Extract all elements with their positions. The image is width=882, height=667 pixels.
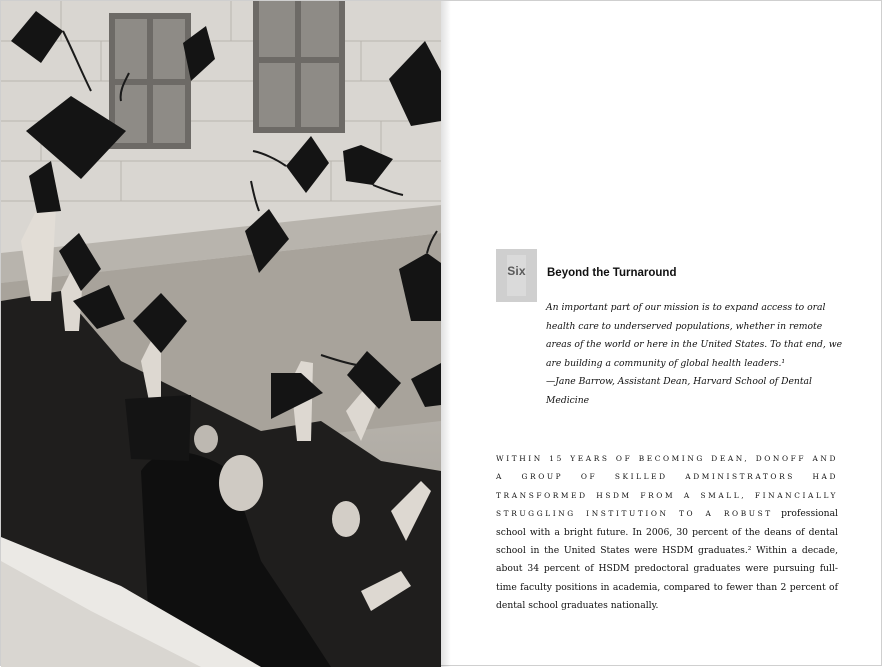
body-text: professional school with a bright future. In 2006, 30 percent of the deans of dental school in the United States were HSDM graduates.² Within a decade, about 34 percent of HSDM predoctoral graduates were pursuing full-time faculty positions in academia, compared to fewer than 2 percent of dental school graduates nationally. bbox=[496, 508, 838, 612]
page-gutter-shadow bbox=[441, 1, 451, 667]
chapter-badge bbox=[496, 249, 537, 302]
epigraph bbox=[546, 299, 846, 410]
body-lead-in: WITHIN 15 YEARS OF BECOMING DEAN, DONOFF AND A GROUP OF SKILLED ADMINISTRATORS HAD TRANSFORMED HSDM FROM A SMALL, FINANCIALLY STRUGGLING INSTITUTION TO A ROBUST bbox=[496, 454, 838, 519]
chapter-title: Beyond the Turnaround bbox=[547, 267, 677, 279]
graduation-photo bbox=[1, 1, 441, 667]
epigraph-quote: An important part of our mission is to expand access to oral health care to underserved populations, whether in remote areas of the world or here in the United States. To that end, we are building a community of global health leaders.¹ bbox=[546, 302, 843, 369]
chapter-number: Six bbox=[507, 264, 526, 278]
epigraph-attribution: —Jane Barrow, Assistant Dean, Harvard School of Dental Medicine bbox=[546, 376, 812, 406]
body-paragraph bbox=[496, 450, 838, 616]
graduation-photo-illustration bbox=[1, 1, 441, 667]
